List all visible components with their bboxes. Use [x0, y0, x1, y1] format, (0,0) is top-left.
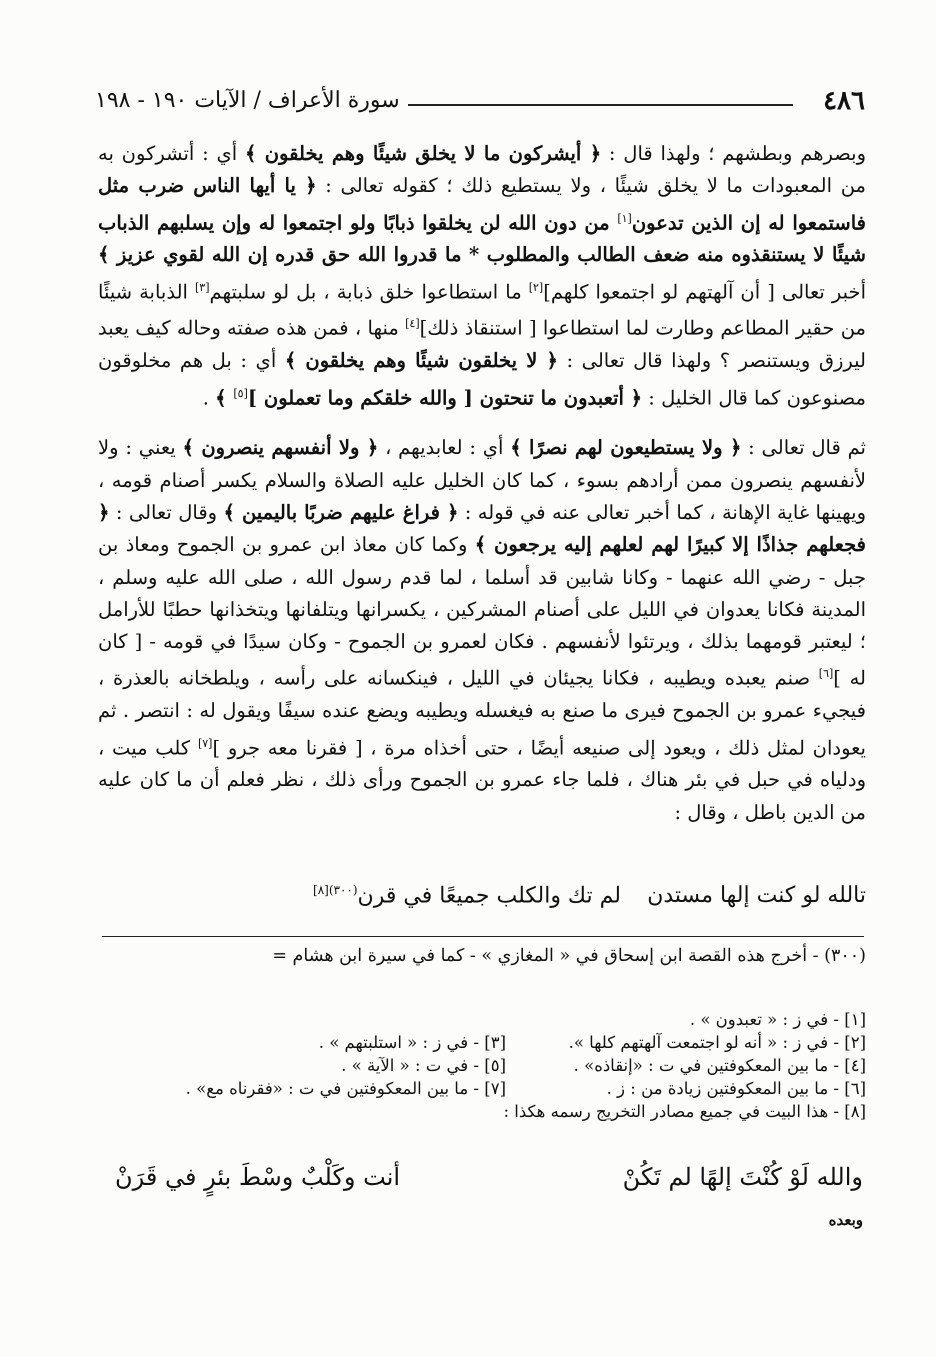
footnote-ref: [٤] — [405, 317, 420, 331]
page-number: ٤٨٦ — [823, 86, 865, 116]
footnote-rule — [102, 936, 864, 937]
poem-second-hemistich: أنت وكَلْبٌ وسْطَ بئرٍ في قَرَنْ — [115, 1163, 401, 1191]
paragraph-2 — [98, 432, 866, 829]
text-run: ما استطاعوا خلق ذبابة ، بل لو سلبتهم — [209, 280, 529, 304]
notes-list — [98, 1008, 866, 1123]
footnote-ref: [٥] — [233, 386, 248, 400]
text-run: أخبر تعالى [ أن آلهتهم لو اجتمعوا كلهم — [550, 280, 866, 304]
running-title: سورة الأعراف / الآيات ١٩٠ - ١٩٨ — [95, 88, 400, 113]
text-run: أي : بل هم مخلوقون مصنوعون كما قال الخليل : — [98, 349, 866, 410]
note-entry: [٦] - ما بين المعكوفتين زيادة من : ز . — [606, 1079, 866, 1098]
quran-quote: ﴿ ولا أنفسهم ينصرون ﴾ — [182, 436, 379, 460]
note-line — [98, 1054, 866, 1077]
poem-first-hemistich: والله لَوْ كُنْتَ إلهًا لم تَكُنْ — [622, 1163, 863, 1191]
note-entry: [٢] - في ز : « أنه لو اجتمعت آلهتهم كلها ». — [568, 1033, 866, 1052]
text-run: يعني : ولا لأنفسهم ينصرون ممن أرادهم بسوء ، كما كان الخليل عليه الصلاة والسلام يكسر أصنام قومه ، ويهينها غاية الإهانة ، كما أخبر تعالى عنه في قوله : — [98, 436, 866, 524]
footnote-ref: [٧] — [197, 736, 213, 750]
text-run: كلب ميت ، ودلياه في حبل في بئر هناك ، فلما جاء عمرو بن الجموح ورأى ذلك ، نظر فعلم أن ما كان عليه من الدين باطل ، وقال : — [98, 736, 866, 824]
quran-quote: ﴿ أيشركون ما لا يخلق شيئًا وهم يخلقون ﴾ — [244, 142, 602, 165]
text-run: ] — [543, 280, 551, 304]
catchword: وبعده — [828, 1211, 863, 1229]
note-line — [98, 1031, 866, 1054]
quran-quote: ﴿ فجعلهم جذاذًا إلا كبيرًا لهم لعلهم إليه يرجعون ﴾ — [98, 500, 866, 557]
text-run: وبصرهم وبطشهم ؛ ولهذا قال : — [601, 142, 866, 165]
note-entry: [٤] - ما بين المعكوفتين في ت : «إنقاذه» . — [573, 1056, 866, 1075]
quran-quote: ﴿ لا يخلقون شيئًا وهم يخلقون ﴾ — [284, 349, 558, 373]
quran-quote: من دون الله لن يخلقوا ذبابًا ولو اجتمعوا له وإن يسلبهم الذباب شيئًا لا يستنقذوه منه ضعف الطالب والمطلوب * ما قدروا الله حق قدره إن الله لقوي عزيز ﴾ — [98, 211, 866, 267]
quran-quote: ﴿ فراغ عليهم ضربًا باليمين ﴾ — [223, 500, 459, 524]
note-entry: [١] - في ز : « تعبدون » . — [689, 1010, 866, 1029]
verse-second-text: لم تك والكلب جميعًا في قرن — [357, 883, 621, 909]
note-line — [98, 1100, 866, 1123]
text-run: الذبابة شيئًا من حقير المطاعم وطارت لما استطاعوا [ استنقاذ ذلك — [98, 280, 866, 340]
page-header — [95, 80, 865, 120]
note-entry: [٧] - ما بين المعكوفتين في ت : «فقرناه مع» . — [185, 1079, 506, 1098]
text-run: أي : أتشركون به من المعبودات ما لا يخلق شيئًا ، ولا يستطيع ذلك ؛ كقوله تعالى : — [98, 142, 866, 198]
verse-line — [98, 883, 866, 923]
footnote-ref: [٦] — [818, 667, 834, 681]
paragraph-1 — [98, 138, 866, 414]
note-entry: [٣] - في ز : « استلبتهم » . — [318, 1033, 506, 1052]
quran-quote: ﴿ أتعبدون ما تنحتون [ والله خلقكم وما تعملون ] — [247, 386, 643, 410]
footnote-main: (٣٠٠) - أخرج هذه القصة ابن إسحاق في « المغازي » - كما في سيرة ابن هشام = — [272, 946, 866, 966]
text-run: صنم يعبده ويطيبه ، فكانا يجيئان في الليل ، فينكسانه على رأسه ، ويلطخانه بالعذرة ، فيجيء عمرو بن الجموح فيرى ما صنع به فيغسله ويطيبه ويضع عنده سيفًا ويقول له : انتصر . ثم يعودان لمثل ذلك ، ويعود إلى صنيعه أيضًا ، حتى أخذاه مرة ، [ فقرنا معه جرو ] — [98, 666, 866, 760]
footnote-ref: [٢] — [528, 280, 544, 294]
footnote-ref: [٣] — [194, 280, 210, 294]
verse-markers: (٣٠٠)[٨] — [313, 883, 358, 897]
quran-quote: ﴾ — [215, 386, 234, 410]
text-run: منها ، فمن هذه صفته وحاله كيف يعبد ليرزق ويستنصر ؟ ولهذا قال تعالى : — [98, 316, 866, 373]
text-run: وقال تعالى : — [109, 500, 224, 524]
note-line — [98, 1008, 866, 1031]
header-rule — [408, 104, 793, 106]
body-text — [98, 138, 866, 829]
text-run: . — [202, 386, 216, 410]
text-run: وكما كان معاذ ابن عمرو بن الجموح ومعاذ بن جبل - رضي الله عنهما - وكانا شابين قد أسلما ، لما قدم رسول الله ، صلى الله عليه وسلم ، المدينة فكانا يعدوان في الليل على أصنام المشركين ، يكسرانها ويتلفانها ويتخذانها حطبًا للأرامل ؛ ليعتبر قومهما بذلك ، ويرتئوا لأنفسهم . فكان لعمرو بن الجموح - وكان سيدًا في قومه - [ كان له ] — [98, 533, 866, 690]
paragraph-gap — [98, 414, 866, 432]
verse-second-hemistich — [313, 883, 621, 908]
verse-first-hemistich: تالله لو كنت إلها مستدن — [647, 883, 866, 908]
text-run: أي : لعابديهم ، — [378, 436, 511, 460]
note-entry: [٥] - في ت : « الآية » . — [341, 1056, 506, 1075]
poem-line — [115, 1163, 863, 1203]
text-run: ثم قال تعالى : — [741, 436, 866, 460]
quran-quote: ﴿ يا أيها الناس ضرب مثل فاستمعوا له إن الذين تدعون — [98, 174, 866, 235]
note-entry: [٨] - هذا البيت في جميع مصادر التخريج رسمه هكذا : — [503, 1102, 866, 1121]
quran-quote: ﴿ ولا يستطيعون لهم نصرًا ﴾ — [510, 436, 742, 460]
note-line — [98, 1077, 866, 1100]
text-run: ] — [419, 316, 428, 340]
footnote-ref: [١] — [617, 211, 632, 225]
